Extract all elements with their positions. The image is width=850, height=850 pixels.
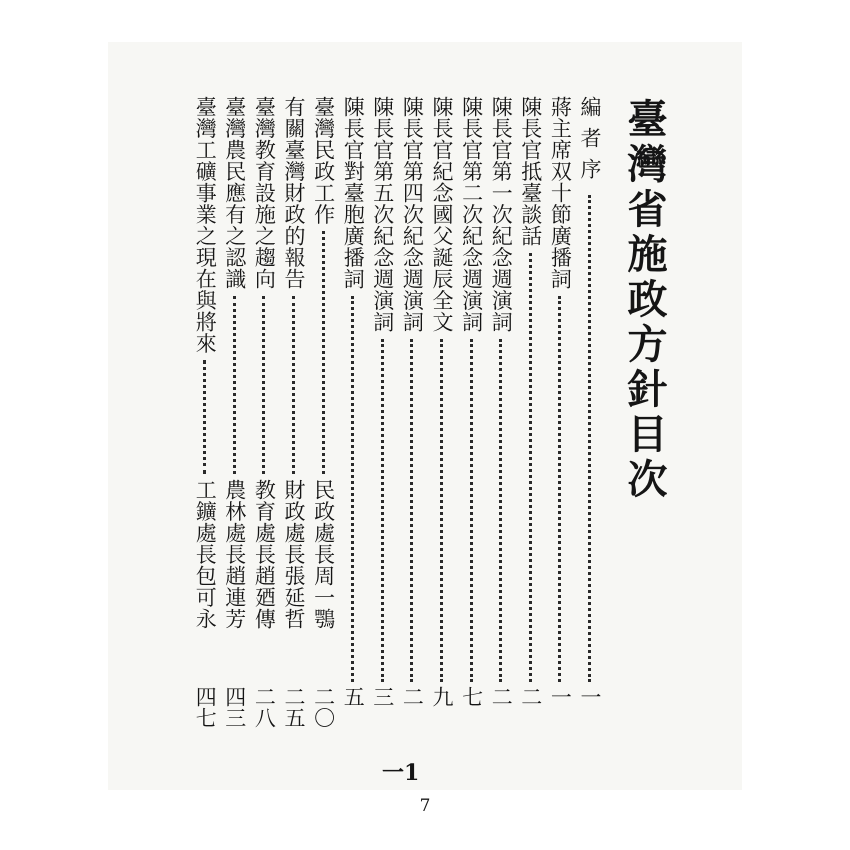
toc-entry-page: 二	[518, 686, 543, 707]
toc-leader-dots	[351, 296, 354, 682]
toc-entry-title: 陳長官抵臺談話	[518, 96, 543, 247]
toc-entry-title: 臺灣教育設施之趨向	[252, 96, 277, 290]
toc-entry-page: 二	[489, 686, 514, 707]
toc-leader-dots	[203, 360, 206, 474]
toc-entry-page: 一	[548, 686, 573, 707]
toc-leader-dots	[262, 296, 265, 474]
toc-leader-dots	[499, 339, 502, 682]
toc-entry-page: 四三	[222, 686, 247, 728]
toc-entry-title: 編者序	[578, 96, 602, 189]
toc-entry	[548, 96, 572, 736]
toc-entry	[341, 96, 365, 736]
toc-entry-page: 二五	[282, 686, 306, 728]
toc-entry-title: 陳長官第二次紀念週演詞	[459, 96, 484, 333]
toc-entry-author: 農林處長趙連芳	[222, 479, 247, 630]
toc-entry	[223, 96, 247, 736]
toc-entry-title: 陳長官對臺胞廣播詞	[341, 96, 366, 290]
toc-entry	[371, 96, 395, 736]
toc-entry	[460, 96, 484, 736]
toc-entry-title: 臺灣工礦事業之現在與將來	[193, 96, 218, 354]
toc-entry-page: 二	[400, 686, 425, 707]
toc-entry	[489, 96, 513, 736]
document-title: 臺灣省施政方針目次	[621, 98, 668, 503]
toc-entry	[400, 96, 424, 736]
toc-entry-title: 有關臺灣財政的報告	[282, 96, 306, 290]
toc-entry-title: 陳長官第一次紀念週演詞	[489, 96, 514, 333]
toc-leader-dots	[322, 231, 325, 474]
toc-entry-title: 臺灣民政工作	[311, 96, 336, 225]
toc-leader-dots	[440, 339, 443, 682]
toc-entry-page: 二八	[252, 686, 277, 728]
toc-entry-page: 五	[341, 686, 366, 707]
toc-entry-author: 民政處長周一鶚	[311, 479, 336, 630]
toc-entry-author: 教育處長趙廼傳	[252, 479, 277, 630]
toc-leader-dots	[588, 195, 591, 682]
toc-leader-dots	[381, 339, 384, 682]
toc-entry-title: 陳長官紀念國父誕辰全文	[430, 96, 454, 333]
toc-entry-title: 臺灣農民應有之認識	[222, 96, 247, 290]
toc-entry-author: 財政處長張延哲	[282, 479, 306, 630]
toc-entry-page: 一	[578, 686, 602, 707]
toc-leader-dots	[292, 296, 295, 474]
toc-entry	[430, 96, 454, 736]
toc-leader-dots	[470, 339, 473, 682]
page-number: 7	[419, 796, 431, 816]
toc-leader-dots	[233, 296, 236, 474]
toc-entry-title: 陳長官第五次紀念週演詞	[370, 96, 395, 333]
folio-mark: 一1	[382, 760, 420, 786]
toc-entry	[193, 96, 217, 736]
toc-entry	[282, 96, 306, 736]
toc-entry-title: 陳長官第四次紀念週演詞	[400, 96, 425, 333]
toc-entry-page: 七	[459, 686, 484, 707]
toc-entry	[519, 96, 543, 736]
toc-entry	[252, 96, 276, 736]
toc-entry-page: 九	[430, 686, 454, 707]
toc-entry-title: 蔣主席双十節廣播詞	[548, 96, 573, 290]
toc-entry-page: 三	[370, 686, 395, 707]
toc-leader-dots	[558, 296, 561, 682]
toc-entry-author: 工鑛處長包可永	[193, 479, 218, 630]
toc-leader-dots	[410, 339, 413, 682]
toc-entry	[312, 96, 336, 736]
toc-leader-dots	[529, 253, 532, 682]
toc-entry-preface	[578, 96, 602, 736]
toc-entry-page: 四七	[193, 686, 218, 728]
toc-entry-page: 二〇	[311, 686, 336, 728]
